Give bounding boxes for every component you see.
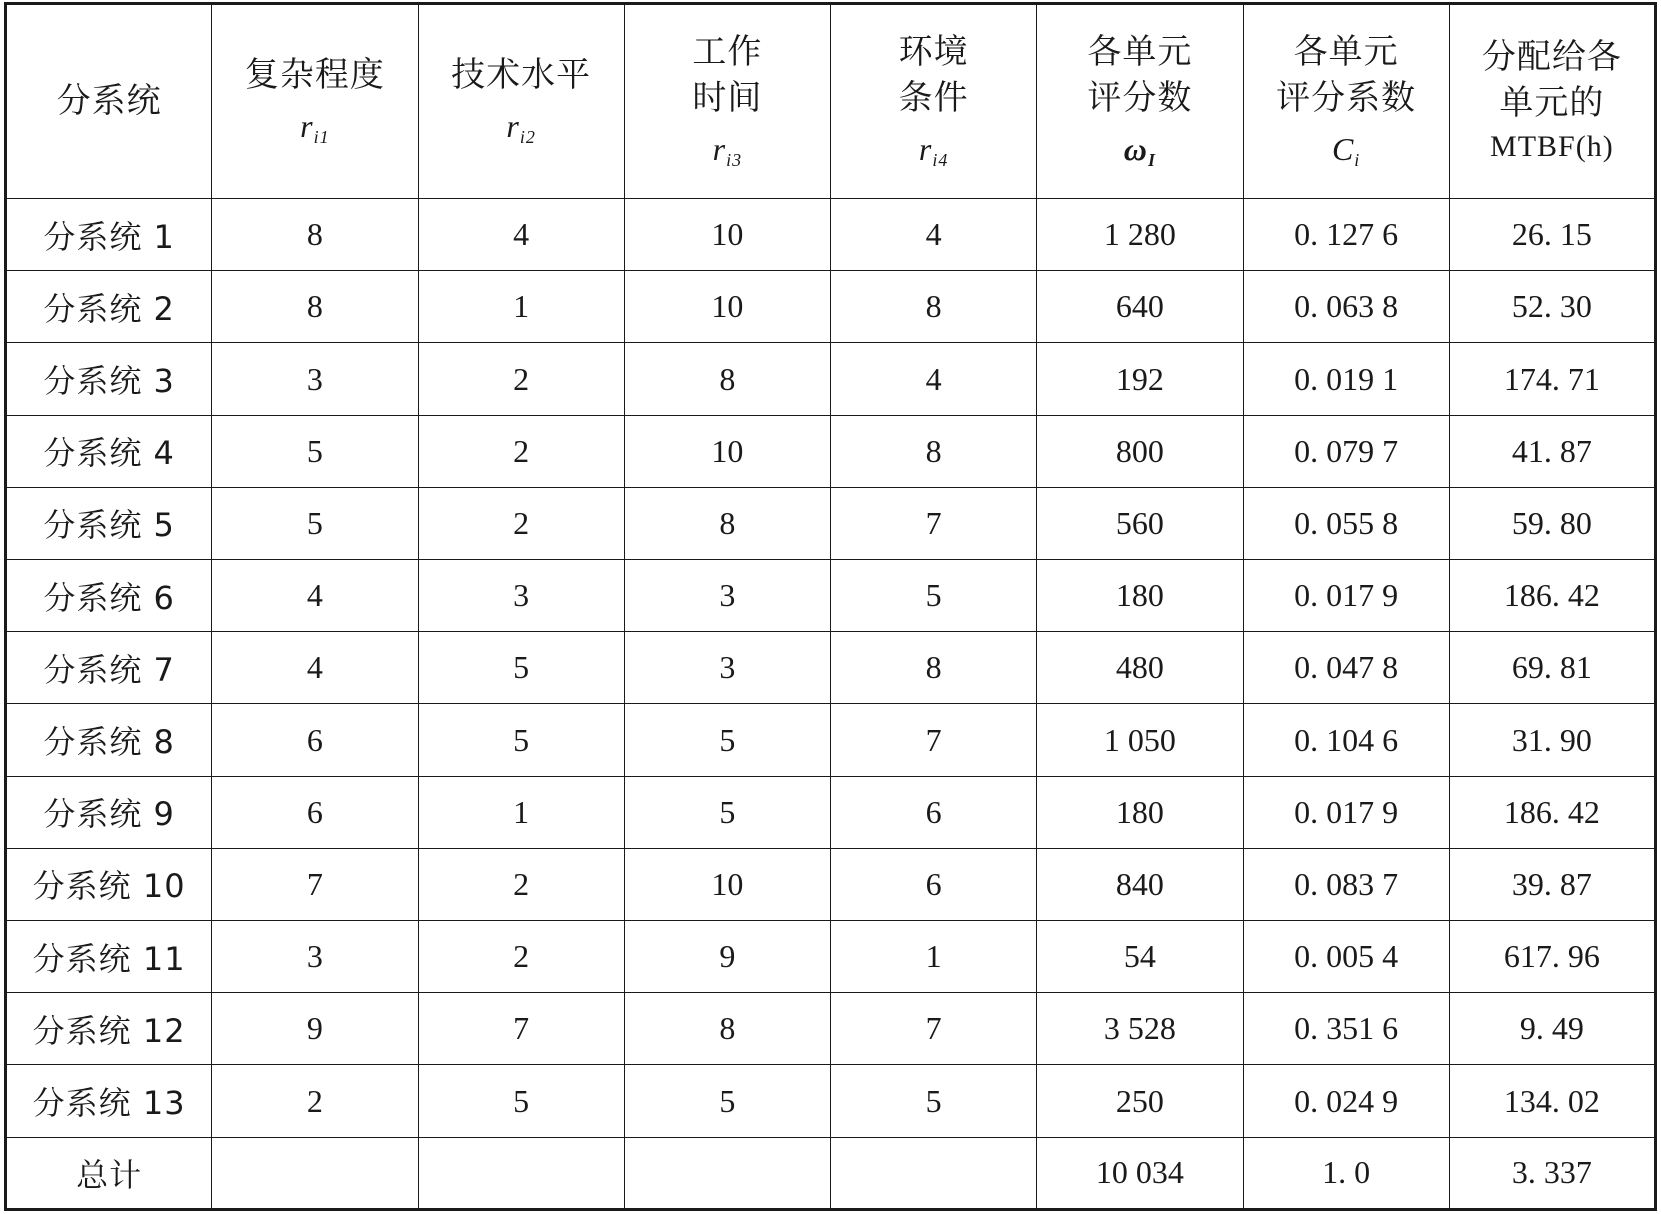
table-cell: 0. 019 1 <box>1243 343 1449 415</box>
table-cell: 3. 337 <box>1449 1137 1655 1209</box>
column-header-5-line-0: 各单元 <box>1087 32 1193 73</box>
table-cell: 0. 017 9 <box>1243 776 1449 848</box>
table-cell: 1 <box>418 271 624 343</box>
table-row <box>6 1137 1656 1209</box>
row-label-cell: 分系统 2 <box>6 271 212 343</box>
table-cell: 134. 02 <box>1449 1065 1655 1137</box>
column-header-2-line-0: 技术水平 <box>451 55 592 96</box>
table-cell: 2 <box>418 415 624 487</box>
table-cell: 26. 15 <box>1449 199 1655 271</box>
table-cell: 54 <box>1037 921 1243 993</box>
table-cell: 4 <box>831 199 1037 271</box>
table-cell: 2 <box>418 848 624 920</box>
column-header-1-line-0: 复杂程度 <box>244 55 385 96</box>
column-header-6-line-0: 各单元 <box>1293 32 1399 73</box>
row-label-cell: 分系统 12 <box>6 993 212 1065</box>
column-header-0-line-0: 分系统 <box>56 80 162 121</box>
column-header-6-line-1: 评分系数 <box>1276 78 1417 119</box>
table-cell: 8 <box>831 415 1037 487</box>
table-cell: 7 <box>418 993 624 1065</box>
table-cell: 10 <box>624 848 830 920</box>
row-label-cell: 分系统 4 <box>6 415 212 487</box>
table-cell: 5 <box>212 487 418 559</box>
table-cell: 7 <box>831 487 1037 559</box>
column-header-3 <box>624 4 830 199</box>
column-header-2-symbol <box>419 105 624 149</box>
table-cell: 9 <box>212 993 418 1065</box>
table-cell: 3 <box>212 921 418 993</box>
column-header-5-symbol-base: ω <box>1123 131 1148 168</box>
table-cell: 6 <box>831 848 1037 920</box>
table-cell: 180 <box>1037 560 1243 632</box>
table-cell: 480 <box>1037 632 1243 704</box>
table-cell <box>212 1137 418 1209</box>
table-cell: 174. 71 <box>1449 343 1655 415</box>
column-header-4-line-0: 环境 <box>898 32 969 73</box>
table-header <box>6 4 1656 199</box>
table-cell <box>418 1137 624 1209</box>
mtbf-allocation-table <box>4 2 1657 1211</box>
column-header-6-symbol <box>1244 128 1449 172</box>
column-header-2-symbol-base: r <box>506 108 520 145</box>
table-cell <box>831 1137 1037 1209</box>
column-header-1-symbol <box>212 105 417 149</box>
column-header-7-line-1: 单元的 <box>1499 83 1605 124</box>
table-cell: 8 <box>624 993 830 1065</box>
table-cell: 5 <box>624 704 830 776</box>
table-cell: 0. 127 6 <box>1243 199 1449 271</box>
column-header-5-symbol <box>1037 128 1242 172</box>
column-header-1 <box>212 4 418 199</box>
table-cell: 6 <box>831 776 1037 848</box>
table-cell: 10 <box>624 271 830 343</box>
column-header-3-symbol-base: r <box>712 131 727 168</box>
table-cell: 8 <box>212 271 418 343</box>
table-cell: 3 <box>624 560 830 632</box>
column-header-4-symbol <box>831 128 1036 172</box>
table-cell: 0. 017 9 <box>1243 560 1449 632</box>
column-header-4-line-1: 条件 <box>898 78 969 119</box>
table-cell: 0. 024 9 <box>1243 1065 1449 1137</box>
table-cell: 0. 055 8 <box>1243 487 1449 559</box>
table-cell: 8 <box>624 343 830 415</box>
table-cell: 1 <box>418 776 624 848</box>
table-cell: 640 <box>1037 271 1243 343</box>
column-header-3-line-1: 时间 <box>692 78 763 119</box>
column-header-1-symbol-base: r <box>300 108 314 145</box>
table-cell: 39. 87 <box>1449 848 1655 920</box>
column-header-2 <box>418 4 624 199</box>
table-cell: 5 <box>831 560 1037 632</box>
table-cell: 59. 80 <box>1449 487 1655 559</box>
table-row <box>6 343 1656 415</box>
column-header-7-line-2: MTBF(h) <box>1490 130 1614 164</box>
table-cell: 2 <box>212 1065 418 1137</box>
table-cell: 8 <box>212 199 418 271</box>
column-header-4-symbol-base: r <box>918 131 933 168</box>
table-cell: 0. 047 8 <box>1243 632 1449 704</box>
table-cell: 3 <box>418 560 624 632</box>
row-label-cell: 分系统 5 <box>6 487 212 559</box>
column-header-1-symbol-subscript: i1 <box>313 127 330 148</box>
table-row <box>6 1065 1656 1137</box>
table-cell: 5 <box>418 704 624 776</box>
table-cell: 4 <box>831 343 1037 415</box>
table-row <box>6 271 1656 343</box>
row-label-cell: 分系统 10 <box>6 848 212 920</box>
table-cell: 3 <box>212 343 418 415</box>
table-cell: 4 <box>212 560 418 632</box>
table-cell: 800 <box>1037 415 1243 487</box>
table-cell: 5 <box>418 1065 624 1137</box>
table-row <box>6 921 1656 993</box>
row-label-cell: 分系统 11 <box>6 921 212 993</box>
table-row <box>6 560 1656 632</box>
table-cell: 0. 063 8 <box>1243 271 1449 343</box>
table-row <box>6 632 1656 704</box>
table-cell: 1 <box>831 921 1037 993</box>
table-cell: 250 <box>1037 1065 1243 1137</box>
table-cell: 9. 49 <box>1449 993 1655 1065</box>
table-cell: 10 <box>624 199 830 271</box>
table-cell: 4 <box>212 632 418 704</box>
table-cell: 2 <box>418 921 624 993</box>
table-cell: 3 <box>624 632 830 704</box>
table-cell: 6 <box>212 704 418 776</box>
column-header-5 <box>1037 4 1243 199</box>
column-header-7-line-0: 分配给各 <box>1481 37 1622 78</box>
table-row <box>6 704 1656 776</box>
table-cell: 0. 079 7 <box>1243 415 1449 487</box>
table-cell: 41. 87 <box>1449 415 1655 487</box>
column-header-6 <box>1243 4 1449 199</box>
column-header-5-symbol-subscript: I <box>1147 150 1156 171</box>
column-header-6-symbol-base: C <box>1331 131 1355 168</box>
row-label-cell: 分系统 13 <box>6 1065 212 1137</box>
column-header-0 <box>6 4 212 199</box>
column-header-4-symbol-subscript: i4 <box>932 150 949 171</box>
row-label-cell: 分系统 9 <box>6 776 212 848</box>
table-cell: 6 <box>212 776 418 848</box>
column-header-3-line-0: 工作 <box>692 32 763 73</box>
table-row <box>6 415 1656 487</box>
table-cell: 8 <box>831 632 1037 704</box>
table-cell: 192 <box>1037 343 1243 415</box>
table-cell: 7 <box>831 704 1037 776</box>
column-header-3-symbol-subscript: i3 <box>726 150 743 171</box>
column-header-2-symbol-subscript: i2 <box>519 127 536 148</box>
header-row <box>6 4 1656 199</box>
row-label-cell: 分系统 7 <box>6 632 212 704</box>
allocation-table-container <box>4 2 1657 1211</box>
table-cell: 0. 005 4 <box>1243 921 1449 993</box>
table-row <box>6 776 1656 848</box>
column-header-4 <box>831 4 1037 199</box>
table-cell: 560 <box>1037 487 1243 559</box>
row-label-cell: 分系统 1 <box>6 199 212 271</box>
column-header-6-symbol-subscript: i <box>1354 150 1361 171</box>
table-cell: 1 050 <box>1037 704 1243 776</box>
table-cell: 7 <box>212 848 418 920</box>
table-row <box>6 848 1656 920</box>
table-cell: 0. 104 6 <box>1243 704 1449 776</box>
row-label-cell: 总计 <box>6 1137 212 1209</box>
table-body <box>6 199 1656 1210</box>
column-header-5-line-1: 评分数 <box>1087 78 1193 119</box>
table-cell: 5 <box>212 415 418 487</box>
table-cell: 31. 90 <box>1449 704 1655 776</box>
table-cell: 0. 351 6 <box>1243 993 1449 1065</box>
table-cell: 3 528 <box>1037 993 1243 1065</box>
row-label-cell: 分系统 6 <box>6 560 212 632</box>
table-cell: 8 <box>624 487 830 559</box>
table-cell: 5 <box>418 632 624 704</box>
table-cell: 52. 30 <box>1449 271 1655 343</box>
table-row <box>6 199 1656 271</box>
row-label-cell: 分系统 8 <box>6 704 212 776</box>
table-cell: 10 034 <box>1037 1137 1243 1209</box>
table-cell: 4 <box>418 199 624 271</box>
table-cell: 2 <box>418 487 624 559</box>
table-cell: 5 <box>624 1065 830 1137</box>
column-header-7 <box>1449 4 1655 199</box>
table-row <box>6 487 1656 559</box>
table-cell: 617. 96 <box>1449 921 1655 993</box>
table-cell <box>624 1137 830 1209</box>
table-cell: 840 <box>1037 848 1243 920</box>
table-cell: 5 <box>624 776 830 848</box>
table-cell: 0. 083 7 <box>1243 848 1449 920</box>
table-cell: 8 <box>831 271 1037 343</box>
table-cell: 69. 81 <box>1449 632 1655 704</box>
table-cell: 1 280 <box>1037 199 1243 271</box>
table-cell: 180 <box>1037 776 1243 848</box>
row-label-cell: 分系统 3 <box>6 343 212 415</box>
table-cell: 186. 42 <box>1449 776 1655 848</box>
table-cell: 186. 42 <box>1449 560 1655 632</box>
table-cell: 9 <box>624 921 830 993</box>
column-header-3-symbol <box>625 128 830 172</box>
table-cell: 2 <box>418 343 624 415</box>
table-cell: 10 <box>624 415 830 487</box>
table-row <box>6 993 1656 1065</box>
table-cell: 1. 0 <box>1243 1137 1449 1209</box>
table-cell: 7 <box>831 993 1037 1065</box>
table-cell: 5 <box>831 1065 1037 1137</box>
